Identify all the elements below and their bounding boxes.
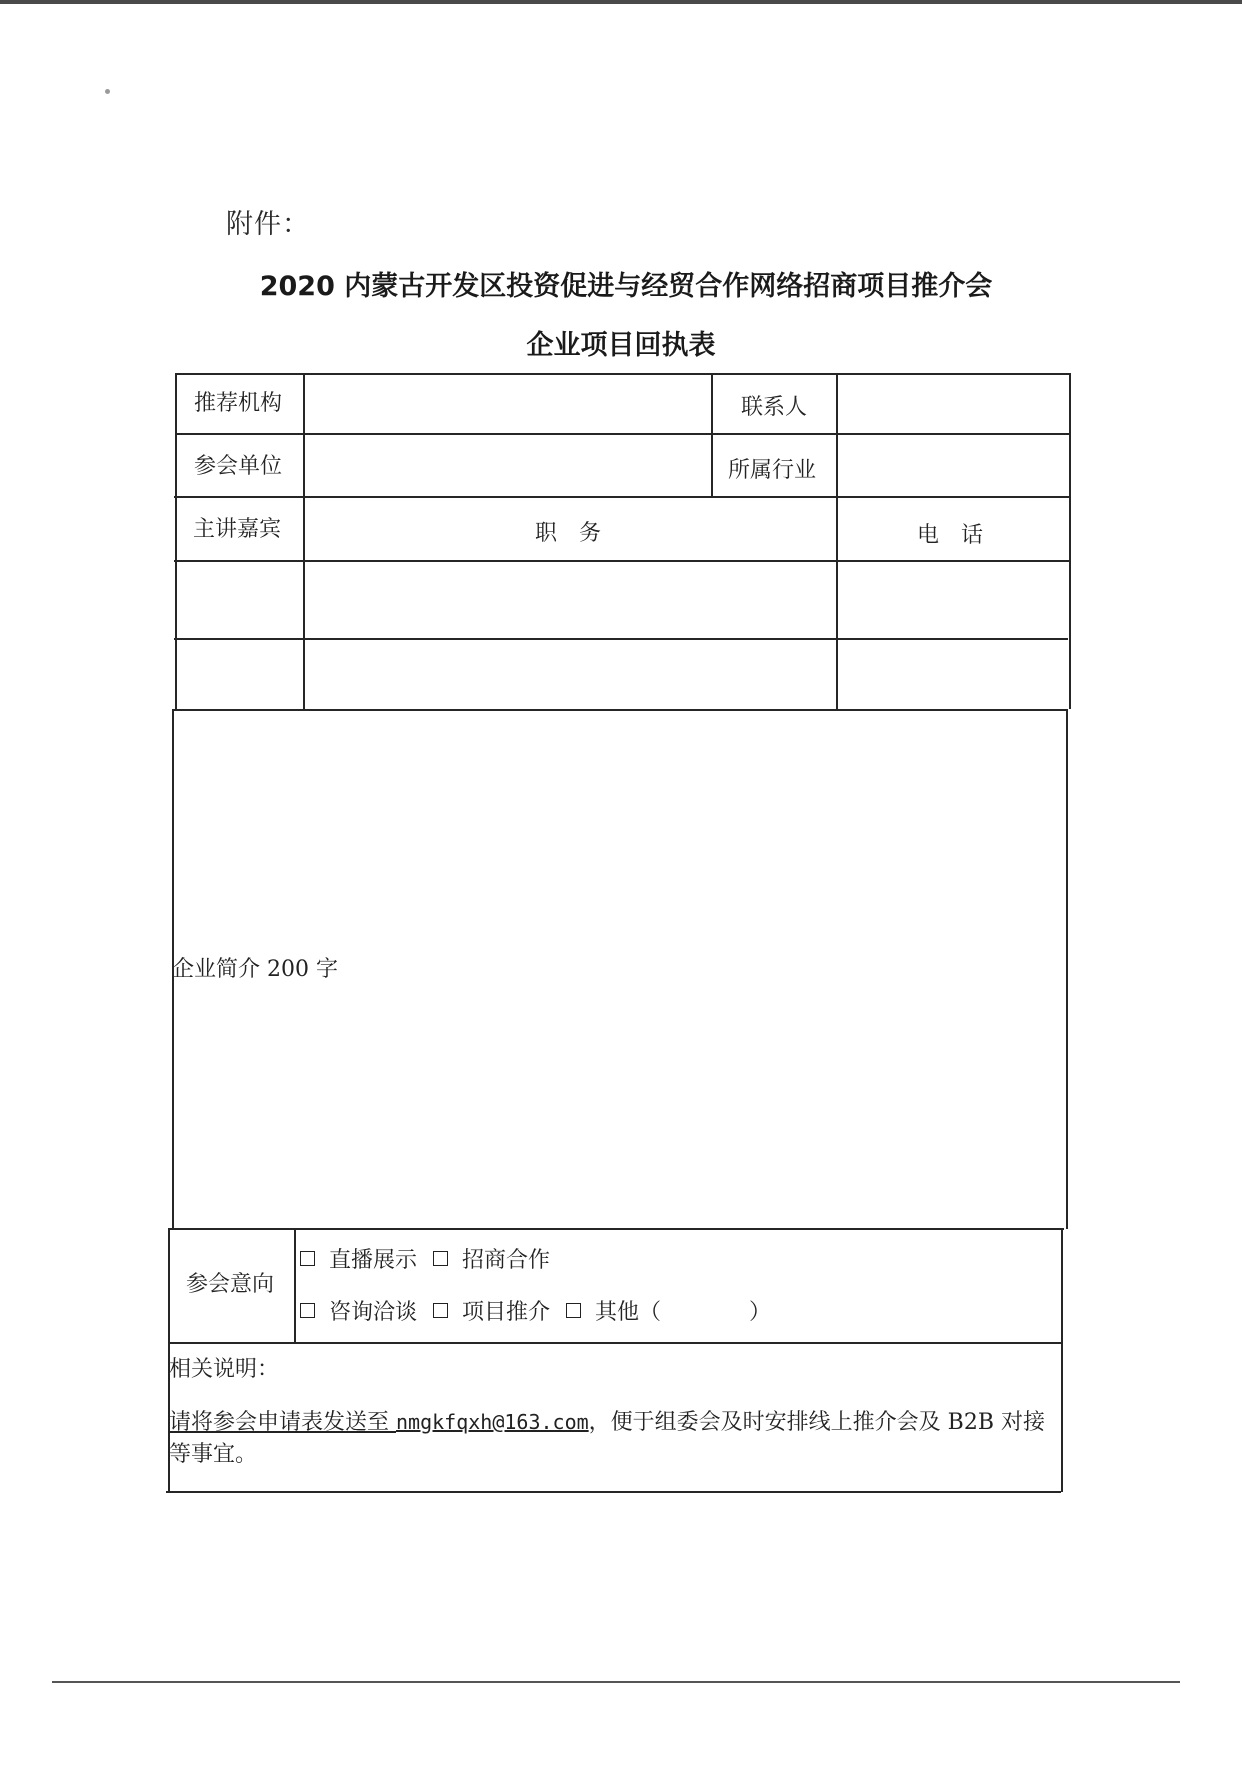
notes-title: 相关说明： — [169, 1357, 280, 1382]
option-label: 咨询洽谈 — [329, 1300, 418, 1325]
table-row-divider — [174, 560, 1069, 562]
checkbox-icon[interactable] — [433, 1303, 448, 1318]
recommending-org-label: 推荐机构 — [194, 391, 283, 416]
option-consultation[interactable] — [300, 1295, 417, 1326]
company-intro-label: 企业简介 200 字 — [172, 957, 338, 982]
option-label: 直播展示 — [329, 1248, 418, 1273]
notes-body — [169, 1406, 1049, 1471]
document-title: 2020 内蒙古开发区投资促进与经贸合作网络招商项目推介会 — [259, 271, 993, 302]
table-border-bottom — [166, 1491, 1061, 1493]
document-subtitle: 企业项目回执表 — [526, 330, 716, 361]
intention-options-row2 — [300, 1295, 787, 1326]
table-border-top — [175, 373, 1070, 375]
attachment-label: 附件： — [226, 209, 310, 240]
intention-label: 参会意向 — [186, 1272, 275, 1297]
table-row-divider — [173, 709, 1067, 711]
checkbox-icon[interactable] — [566, 1303, 581, 1318]
table-border-right — [1066, 709, 1068, 1229]
table-col-divider — [836, 373, 838, 709]
option-label: 项目推介 — [462, 1300, 551, 1325]
table-border-right — [1061, 1228, 1063, 1492]
table-row-divider — [174, 496, 1069, 498]
option-investment-cooperation[interactable] — [433, 1243, 550, 1274]
table-row-divider — [175, 433, 1070, 435]
intention-options-row1 — [300, 1243, 566, 1274]
table-border-left — [175, 373, 177, 709]
contact-person-label: 联系人 — [741, 395, 808, 420]
scan-speck — [105, 89, 110, 94]
notes-email-link[interactable]: nmgkfqxh@163.com — [396, 1410, 589, 1434]
table-border-right — [1069, 373, 1071, 709]
table-col-divider — [294, 1228, 296, 1342]
position-label: 职 务 — [535, 521, 602, 546]
page-footer-rule — [52, 1681, 1180, 1683]
option-live-showcase[interactable] — [300, 1243, 417, 1274]
participating-unit-label: 参会单位 — [194, 454, 283, 479]
checkbox-icon[interactable] — [433, 1251, 448, 1266]
table-col-divider — [711, 373, 713, 497]
industry-label: 所属行业 — [728, 458, 817, 483]
table-row-divider — [170, 1228, 1064, 1230]
notes-suffix: ，便于组委会及时安排线上推介会及 B2B 对接等事宜。 — [169, 1410, 1045, 1467]
checkbox-icon[interactable] — [300, 1303, 315, 1318]
scan-top-edge — [0, 0, 1242, 4]
notes-prefix: 请将参会申请表发送至 — [169, 1410, 396, 1435]
phone-label: 电 话 — [917, 523, 984, 548]
table-row-divider — [169, 1342, 1063, 1344]
option-label: 其他（ ） — [595, 1300, 772, 1325]
checkbox-icon[interactable] — [300, 1251, 315, 1266]
option-label: 招商合作 — [462, 1248, 551, 1273]
table-row-divider — [174, 638, 1068, 640]
option-other[interactable] — [566, 1295, 771, 1326]
option-project-promotion[interactable] — [433, 1295, 550, 1326]
keynote-guest-label: 主讲嘉宾 — [193, 517, 282, 542]
table-col-divider — [303, 373, 305, 709]
